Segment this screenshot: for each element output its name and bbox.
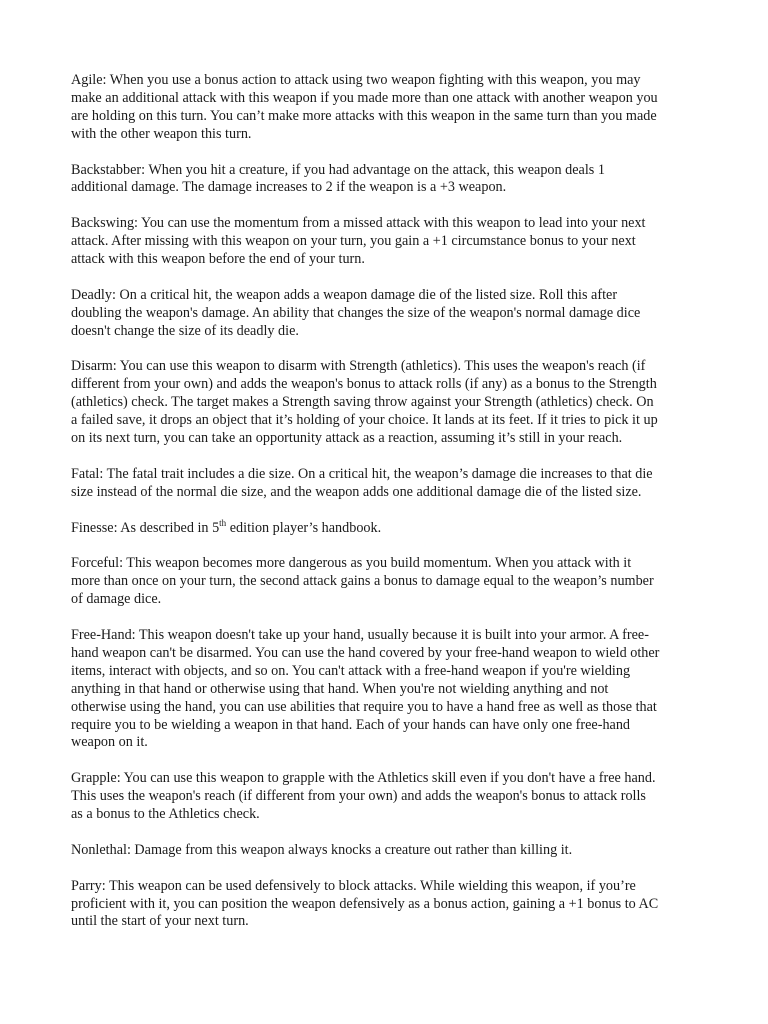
- document-page: [71, 72, 701, 949]
- line: a failed save, it drops an object that it’s holding of your choice. It lands at its feet. If it tries to pick it up: [71, 412, 658, 429]
- line: otherwise using the hand, you can use abilities that require you to have a hand free as well as those that: [71, 698, 657, 715]
- line: of damage dice.: [71, 591, 162, 608]
- line: anything in that hand or otherwise using that hand. When you're not wielding anything and not: [71, 680, 609, 697]
- line: attack. After missing with this weapon on your turn, you gain a +1 circumstance bonus to your next: [71, 233, 636, 250]
- line: doesn't change the size of its deadly die.: [71, 322, 299, 339]
- line: more than once on your turn, the second attack gains a bonus to damage equal to the weapon’s number: [71, 573, 654, 590]
- line: with the other weapon this turn.: [71, 125, 252, 142]
- line: Fatal: The fatal trait includes a die size. On a critical hit, the weapon’s damage die increases to that die: [71, 465, 653, 482]
- line: (athletics) check. The target makes a Strength saving throw against your Strength (athletics) check. On: [71, 394, 654, 411]
- finesse-text-end: edition player’s handbook.: [226, 519, 382, 536]
- paragraph-forceful: [71, 555, 701, 609]
- paragraph-finesse: [71, 517, 701, 538]
- line: weapon on it.: [71, 734, 148, 751]
- line: size instead of the normal die size, and the weapon adds one additional damage die of the listed size.: [71, 483, 642, 500]
- line: are holding on this turn. You can’t make more attacks with this weapon in the same turn than you made: [71, 107, 657, 124]
- paragraph-grapple: [71, 770, 701, 824]
- line: Forceful: This weapon becomes more dangerous as you build momentum. When you attack with it: [71, 555, 632, 572]
- line: items, interact with objects, and so on. You can't attack with a free-hand weapon if you're wielding: [71, 662, 631, 679]
- line: Backswing: You can use the momentum from a missed attack with this weapon to lead into your next: [71, 215, 646, 232]
- paragraph-backswing: [71, 215, 701, 269]
- line: make an additional attack with this weapon if you made more than one attack with another weapon you: [71, 89, 658, 106]
- line: Nonlethal: Damage from this weapon always knocks a creature out rather than killing it.: [71, 841, 573, 858]
- line: on its next turn, you can take an opportunity attack as a reaction, assuming it’s still in your reach.: [71, 430, 623, 447]
- line: until the start of your next turn.: [71, 913, 249, 930]
- line: Disarm: You can use this weapon to disarm with Strength (athletics). This uses the weapon's reach (if: [71, 358, 646, 375]
- line: different from your own) and adds the weapon's bonus to attack rolls (if any) as a bonus to the Strength: [71, 376, 657, 393]
- line: Grapple: You can use this weapon to grapple with the Athletics skill even if you don't have a free hand.: [71, 770, 656, 787]
- ordinal-superscript: th: [219, 517, 227, 528]
- line: Parry: This weapon can be used defensively to block attacks. While wielding this weapon, if you’re: [71, 877, 636, 894]
- line: doubling the weapon's damage. An ability that changes the size of the weapon's normal damage dice: [71, 304, 641, 321]
- paragraph-agile: [71, 72, 701, 144]
- line: This uses the weapon's reach (if different from your own) and adds the weapon's bonus to attack rolls: [71, 788, 646, 805]
- line: Agile: When you use a bonus action to attack using two weapon fighting with this weapon, you may: [71, 72, 641, 88]
- paragraph-backstabber: [71, 162, 701, 198]
- line: Deadly: On a critical hit, the weapon adds a weapon damage die of the listed size. Roll this after: [71, 286, 618, 303]
- paragraph-fatal: [71, 466, 701, 502]
- line: Free-Hand: This weapon doesn't take up your hand, usually because it is built into your armor. A free-: [71, 626, 649, 643]
- paragraph-free-hand: [71, 627, 701, 752]
- finesse-text: Finesse: As described in 5: [71, 519, 220, 536]
- line: additional damage. The damage increases to 2 if the weapon is a +3 weapon.: [71, 179, 507, 196]
- paragraph-parry: [71, 878, 701, 932]
- line: hand weapon can't be disarmed. You can use the hand covered by your free-hand weapon to wield other: [71, 644, 660, 661]
- paragraph-disarm: [71, 358, 701, 448]
- line: require you to be wielding a weapon in that hand. Each of your hands can have only one free-hand: [71, 716, 631, 733]
- line: Backstabber: When you hit a creature, if you had advantage on the attack, this weapon deals 1: [71, 161, 605, 178]
- paragraph-deadly: [71, 287, 701, 341]
- line: as a bonus to the Athletics check.: [71, 806, 260, 823]
- paragraph-nonlethal: [71, 842, 701, 860]
- line: proficient with it, you can position the weapon defensively as a bonus action, gaining a +1 bonus to AC: [71, 895, 659, 912]
- line: attack with this weapon before the end of your turn.: [71, 251, 365, 268]
